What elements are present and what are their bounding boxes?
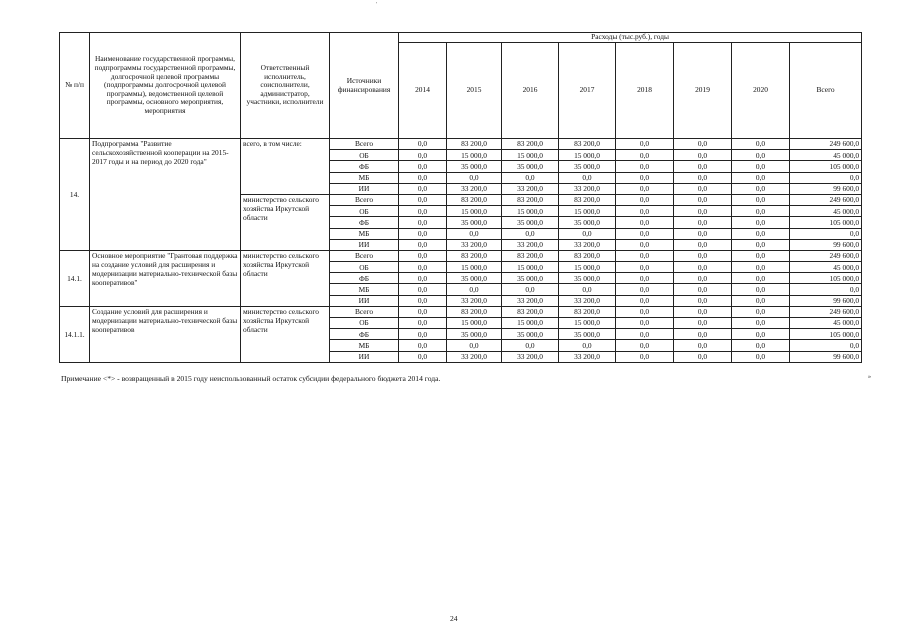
responsible-executor: министерство сельского хозяйства Иркутской области [241, 250, 330, 306]
row-title: Основное мероприятие "Грантовая поддержка на создание условий для расширения и модернизации материально-технической базы кооперативов" [90, 250, 241, 306]
year-value-cell: 0,0 [674, 139, 732, 150]
year-value-cell: 0,0 [399, 228, 447, 239]
year-value-cell: 0,0 [616, 284, 674, 295]
year-value-cell: 33 200,0 [559, 295, 616, 306]
year-value-cell: 35 000,0 [559, 273, 616, 284]
year-value-cell: 0,0 [732, 183, 790, 194]
year-value-cell: 0,0 [399, 318, 447, 329]
year-value-cell: 0,0 [559, 340, 616, 351]
total-cell: 45 000,0 [790, 150, 862, 161]
year-value-cell: 15 000,0 [502, 262, 559, 273]
funding-source: ИИ [330, 239, 399, 250]
year-value-cell: 0,0 [732, 172, 790, 183]
year-value-cell: 15 000,0 [559, 206, 616, 217]
year-value-cell: 0,0 [732, 295, 790, 306]
year-value-cell: 83 200,0 [502, 250, 559, 261]
year-value-cell: 0,0 [399, 139, 447, 150]
year-value-cell: 33 200,0 [447, 351, 502, 362]
year-value-cell: 15 000,0 [559, 262, 616, 273]
year-value-cell: 0,0 [616, 217, 674, 228]
row-title: Создание условий для расширения и модернизации материально-технической базы кооперативов [90, 306, 241, 362]
year-value-cell: 15 000,0 [559, 318, 616, 329]
year-value-cell: 0,0 [674, 172, 732, 183]
year-value-cell: 83 200,0 [559, 139, 616, 150]
year-value-cell: 0,0 [399, 183, 447, 194]
year-value-cell: 83 200,0 [447, 194, 502, 205]
year-value-cell: 0,0 [732, 228, 790, 239]
year-value-cell: 0,0 [447, 228, 502, 239]
year-value-cell: 0,0 [674, 250, 732, 261]
total-cell: 99 600,0 [790, 295, 862, 306]
year-value-cell: 83 200,0 [502, 139, 559, 150]
year-value-cell: 33 200,0 [447, 183, 502, 194]
year-value-cell: 0,0 [674, 228, 732, 239]
year-value-cell: 0,0 [502, 228, 559, 239]
funding-source: МБ [330, 340, 399, 351]
year-value-cell: 0,0 [674, 318, 732, 329]
year-value-cell: 0,0 [616, 250, 674, 261]
footnote-mark: » [868, 374, 871, 380]
year-value-cell: 0,0 [399, 150, 447, 161]
year-value-cell: 0,0 [616, 172, 674, 183]
footnote: Примечание <*> - возвращенный в 2015 году неиспользованный остаток субсидии федерального бюджета 2014 года. [61, 374, 441, 383]
funding-source: ИИ [330, 295, 399, 306]
funding-source: МБ [330, 228, 399, 239]
year-value-cell: 0,0 [674, 239, 732, 250]
year-value-cell: 0,0 [447, 284, 502, 295]
header-year-2018: 2018 [616, 43, 674, 139]
year-value-cell: 0,0 [674, 351, 732, 362]
row-title: Подпрограмма "Развитие сельскохозяйственной кооперации на 2015-2017 годы и на период до 2020 года" [90, 139, 241, 251]
header-year-2019: 2019 [674, 43, 732, 139]
total-cell: 0,0 [790, 172, 862, 183]
year-value-cell: 33 200,0 [447, 239, 502, 250]
year-value-cell: 0,0 [674, 150, 732, 161]
year-value-cell: 33 200,0 [559, 239, 616, 250]
year-value-cell: 15 000,0 [502, 206, 559, 217]
total-cell: 99 600,0 [790, 183, 862, 194]
header-sources: Источники финансирования [330, 33, 399, 139]
year-value-cell: 0,0 [616, 340, 674, 351]
year-value-cell: 35 000,0 [447, 273, 502, 284]
funding-source: ФБ [330, 217, 399, 228]
funding-source: МБ [330, 284, 399, 295]
year-value-cell: 0,0 [559, 228, 616, 239]
funding-source: Всего [330, 194, 399, 205]
funding-source: ИИ [330, 183, 399, 194]
year-value-cell: 33 200,0 [502, 351, 559, 362]
year-value-cell: 0,0 [502, 284, 559, 295]
row-number: 14.1. [60, 250, 90, 306]
year-value-cell: 0,0 [559, 172, 616, 183]
year-value-cell: 0,0 [616, 295, 674, 306]
header-name: Наименование государственной программы, подпрограммы государственной программы, долгосрочной целевой программы (подпрограммы долгосрочной целевой программы), ведомственной целевой программы, основного мероприятия, мероприятия [90, 33, 241, 139]
year-value-cell: 0,0 [674, 262, 732, 273]
year-value-cell: 0,0 [399, 239, 447, 250]
total-cell: 0,0 [790, 284, 862, 295]
year-value-cell: 0,0 [616, 273, 674, 284]
year-value-cell: 0,0 [616, 139, 674, 150]
total-cell: 105 000,0 [790, 217, 862, 228]
table-row [60, 250, 862, 261]
year-value-cell: 0,0 [616, 150, 674, 161]
year-value-cell: 33 200,0 [559, 183, 616, 194]
year-value-cell: 0,0 [732, 306, 790, 317]
year-value-cell: 0,0 [616, 329, 674, 340]
year-value-cell: 0,0 [399, 217, 447, 228]
year-value-cell: 0,0 [732, 340, 790, 351]
year-value-cell: 15 000,0 [502, 318, 559, 329]
year-value-cell: 83 200,0 [447, 139, 502, 150]
year-value-cell: 0,0 [447, 340, 502, 351]
expenses-table [59, 32, 862, 363]
total-cell: 105 000,0 [790, 161, 862, 172]
year-value-cell: 0,0 [616, 351, 674, 362]
year-value-cell: 0,0 [399, 329, 447, 340]
year-value-cell: 33 200,0 [502, 295, 559, 306]
year-value-cell: 0,0 [732, 318, 790, 329]
year-value-cell: 83 200,0 [502, 194, 559, 205]
year-value-cell: 0,0 [616, 239, 674, 250]
year-value-cell: 0,0 [674, 340, 732, 351]
year-value-cell: 0,0 [674, 329, 732, 340]
year-value-cell: 0,0 [732, 250, 790, 261]
funding-source: Всего [330, 250, 399, 261]
total-cell: 45 000,0 [790, 318, 862, 329]
year-value-cell: 35 000,0 [559, 329, 616, 340]
year-value-cell: 0,0 [674, 161, 732, 172]
header-year-2015: 2015 [447, 43, 502, 139]
year-value-cell: 15 000,0 [559, 150, 616, 161]
year-value-cell: 0,0 [399, 194, 447, 205]
year-value-cell: 0,0 [399, 295, 447, 306]
year-value-cell: 33 200,0 [502, 183, 559, 194]
year-value-cell: 83 200,0 [559, 194, 616, 205]
funding-source: ФБ [330, 161, 399, 172]
year-value-cell: 0,0 [732, 351, 790, 362]
year-value-cell: 0,0 [732, 194, 790, 205]
year-value-cell: 0,0 [616, 161, 674, 172]
year-value-cell: 0,0 [399, 172, 447, 183]
year-value-cell: 0,0 [732, 239, 790, 250]
year-value-cell: 35 000,0 [447, 161, 502, 172]
year-value-cell: 0,0 [616, 318, 674, 329]
total-cell: 249 600,0 [790, 250, 862, 261]
header-year-2017: 2017 [559, 43, 616, 139]
row-number: 14. [60, 139, 90, 251]
year-value-cell: 0,0 [732, 262, 790, 273]
year-value-cell: 83 200,0 [559, 306, 616, 317]
year-value-cell: 0,0 [674, 217, 732, 228]
year-value-cell: 0,0 [732, 206, 790, 217]
year-value-cell: 35 000,0 [502, 329, 559, 340]
year-value-cell: 0,0 [399, 306, 447, 317]
year-value-cell: 15 000,0 [447, 150, 502, 161]
year-value-cell: 15 000,0 [447, 318, 502, 329]
year-value-cell: 15 000,0 [502, 150, 559, 161]
funding-source: МБ [330, 172, 399, 183]
header-year-2020: 2020 [732, 43, 790, 139]
header-expenses: Расходы (тыс.руб.), годы [399, 33, 862, 43]
year-value-cell: 0,0 [674, 194, 732, 205]
header-num: № п/п [60, 33, 90, 139]
year-value-cell: 15 000,0 [447, 262, 502, 273]
year-value-cell: 35 000,0 [502, 217, 559, 228]
total-cell: 249 600,0 [790, 306, 862, 317]
year-value-cell: 35 000,0 [502, 161, 559, 172]
total-cell: 99 600,0 [790, 239, 862, 250]
year-value-cell: 0,0 [399, 340, 447, 351]
funding-source: ФБ [330, 329, 399, 340]
funding-source: ОБ [330, 206, 399, 217]
year-value-cell: 0,0 [732, 150, 790, 161]
year-value-cell: 15 000,0 [447, 206, 502, 217]
row-number: 14.1.1. [60, 306, 90, 362]
funding-source: Всего [330, 139, 399, 150]
total-cell: 249 600,0 [790, 194, 862, 205]
total-cell: 45 000,0 [790, 262, 862, 273]
year-value-cell: 0,0 [616, 306, 674, 317]
year-value-cell: 0,0 [399, 273, 447, 284]
year-value-cell: 0,0 [616, 183, 674, 194]
header-responsible: Ответственный исполнитель, соисполнители, администратор, участники, исполнители [241, 33, 330, 139]
year-value-cell: 0,0 [674, 306, 732, 317]
year-value-cell: 35 000,0 [447, 329, 502, 340]
year-value-cell: 0,0 [732, 273, 790, 284]
year-value-cell: 0,0 [399, 161, 447, 172]
funding-source: ИИ [330, 351, 399, 362]
year-value-cell: 0,0 [447, 172, 502, 183]
year-value-cell: 0,0 [616, 206, 674, 217]
year-value-cell: 0,0 [674, 273, 732, 284]
responsible-executor: всего, в том числе: [241, 139, 330, 195]
year-value-cell: 83 200,0 [502, 306, 559, 317]
year-value-cell: 35 000,0 [502, 273, 559, 284]
year-value-cell: 0,0 [399, 284, 447, 295]
page-number: 24 [450, 614, 458, 623]
total-cell: 0,0 [790, 228, 862, 239]
year-value-cell: 0,0 [674, 206, 732, 217]
funding-source: Всего [330, 306, 399, 317]
year-value-cell: 83 200,0 [447, 306, 502, 317]
total-cell: 105 000,0 [790, 329, 862, 340]
year-value-cell: 33 200,0 [447, 295, 502, 306]
year-value-cell: 0,0 [399, 351, 447, 362]
total-cell: 0,0 [790, 340, 862, 351]
year-value-cell: 33 200,0 [502, 239, 559, 250]
year-value-cell: 0,0 [674, 295, 732, 306]
total-cell: 105 000,0 [790, 273, 862, 284]
year-value-cell: 0,0 [732, 161, 790, 172]
year-value-cell: 83 200,0 [447, 250, 502, 261]
table-body [60, 139, 862, 363]
table-row [60, 139, 862, 150]
expenses-table-container [59, 32, 861, 363]
year-value-cell: 0,0 [399, 206, 447, 217]
year-value-cell: 0,0 [559, 284, 616, 295]
year-value-cell: 0,0 [732, 217, 790, 228]
year-value-cell: 0,0 [732, 139, 790, 150]
year-value-cell: 0,0 [674, 183, 732, 194]
year-value-cell: 33 200,0 [559, 351, 616, 362]
total-cell: 45 000,0 [790, 206, 862, 217]
funding-source: ОБ [330, 318, 399, 329]
year-value-cell: 35 000,0 [559, 161, 616, 172]
year-value-cell: 0,0 [502, 172, 559, 183]
scan-mark: ' [376, 2, 378, 8]
header-year-2016: 2016 [502, 43, 559, 139]
year-value-cell: 0,0 [732, 329, 790, 340]
total-cell: 249 600,0 [790, 139, 862, 150]
year-value-cell: 0,0 [502, 340, 559, 351]
header-year-2014: 2014 [399, 43, 447, 139]
header-total: Всего [790, 43, 862, 139]
year-value-cell: 0,0 [616, 228, 674, 239]
year-value-cell: 0,0 [616, 194, 674, 205]
responsible-executor: министерство сельского хозяйства Иркутской области [241, 194, 330, 250]
year-value-cell: 35 000,0 [447, 217, 502, 228]
funding-source: ФБ [330, 273, 399, 284]
year-value-cell: 0,0 [616, 262, 674, 273]
funding-source: ОБ [330, 262, 399, 273]
year-value-cell: 0,0 [399, 250, 447, 261]
total-cell: 99 600,0 [790, 351, 862, 362]
responsible-executor: министерство сельского хозяйства Иркутской области [241, 306, 330, 362]
year-value-cell: 83 200,0 [559, 250, 616, 261]
year-value-cell: 0,0 [399, 262, 447, 273]
year-value-cell: 0,0 [732, 284, 790, 295]
year-value-cell: 0,0 [674, 284, 732, 295]
year-value-cell: 35 000,0 [559, 217, 616, 228]
table-row [60, 306, 862, 317]
funding-source: ОБ [330, 150, 399, 161]
